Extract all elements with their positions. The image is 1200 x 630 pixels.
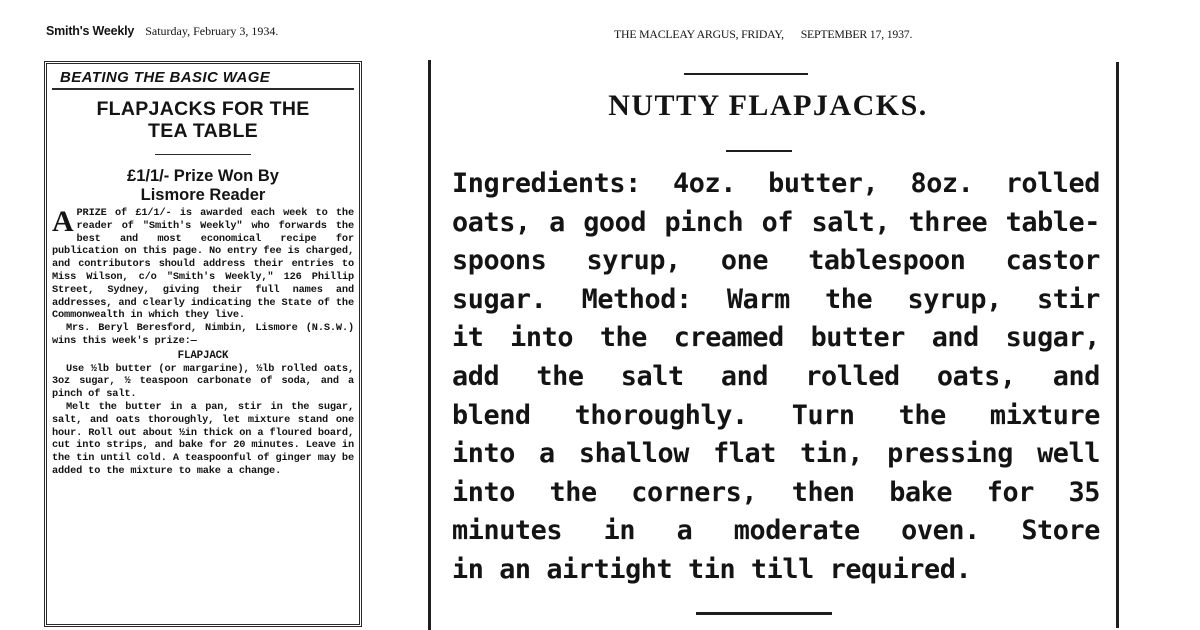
- top-divider: [684, 73, 808, 75]
- body-line: into the corners, then bake for 35: [452, 476, 1100, 508]
- section-kicker: BEATING THE BASIC WAGE: [60, 69, 271, 86]
- title-divider: [726, 150, 792, 152]
- title-divider: [155, 154, 251, 155]
- article-title: [52, 98, 354, 142]
- body-line: spoons syrup, one tablespoon castor: [452, 245, 1100, 277]
- body-line: sugar. Method: Warm the syrup, stir: [452, 283, 1100, 315]
- bottom-divider: [696, 612, 832, 615]
- body-line: it into the creamed butter and sugar,: [452, 322, 1100, 354]
- drop-cap: A: [52, 205, 74, 238]
- publication-date: Saturday, February 3, 1934.: [145, 24, 279, 38]
- body-line: oats, a good pinch of salt, three table-: [452, 206, 1100, 238]
- intro-text: PRIZE of £1/1/- is awarded each week to the reader of "Smith's Weekly" who forwards the best and most economical recipe for publication on this page. No entry fee is charged, and contributors should address their entries to Miss Wilson, c/o "Smith's Weekly," 126 Phillip Street, Sydney, giving their full names and addresses, and clearly indicating the State of the Commonwealth in which they live.: [52, 207, 354, 322]
- winner-paragraph: Mrs. Beryl Beresford, Nimbin, Lismore (N.S.W.) wins this week's prize:—: [52, 322, 354, 347]
- body-line: in an airtight tin till required.: [452, 553, 972, 585]
- ingredients-paragraph: Use ½lb butter (or margarine), ½lb rolled oats, 3oz sugar, ½ teaspoon carbonate of soda, and a pinch of salt.: [52, 362, 354, 401]
- right-clipping-article: [428, 60, 1124, 630]
- newspaper-masthead: Smith's Weekly: [46, 24, 135, 38]
- left-clipping-header: [46, 24, 376, 44]
- column-rule-right: [1116, 62, 1119, 628]
- method-paragraph: Melt the butter in a pan, stir in the sugar, salt, and oats thoroughly, let mixture stand one hour. Roll out about ½in thick on a floured board, cut into strips, and bake for 20 minutes. Leave in the tin until cold. A teaspoonful of ginger may be added to the mixture to make a change.: [52, 400, 354, 477]
- column-rule-left: [428, 60, 431, 630]
- left-clipping-article: [44, 61, 362, 627]
- right-clipping-header: [614, 27, 974, 45]
- body-line: blend thoroughly. Turn the mixture: [452, 399, 1100, 431]
- recipe-heading: FLAPJACK: [177, 349, 229, 362]
- intro-paragraph: [52, 207, 354, 322]
- body-line: Ingredients: 4oz. butter, 8oz. rolled: [452, 168, 1100, 199]
- body-line: into a shallow flat tin, pressing well: [452, 438, 1100, 470]
- prize-line: Lismore Reader: [140, 186, 266, 204]
- body-line: add the salt and rolled oats, and: [452, 360, 1100, 392]
- prize-subheading: [52, 167, 354, 205]
- title-line: TEA TABLE: [148, 120, 258, 142]
- newspaper-name: THE MACLEAY ARGUS, FRIDAY,: [614, 27, 784, 41]
- prize-line: £1/1/- Prize Won By: [127, 167, 279, 185]
- article-title: NUTTY FLAPJACKS.: [608, 89, 928, 122]
- article-body: [52, 207, 354, 478]
- body-line: minutes in a moderate oven. Store: [452, 515, 1100, 547]
- publication-date: SEPTEMBER 17, 1937.: [800, 27, 913, 41]
- kicker-divider: [52, 88, 354, 90]
- title-line: FLAPJACKS FOR THE: [96, 98, 310, 120]
- article-body: [452, 165, 1100, 590]
